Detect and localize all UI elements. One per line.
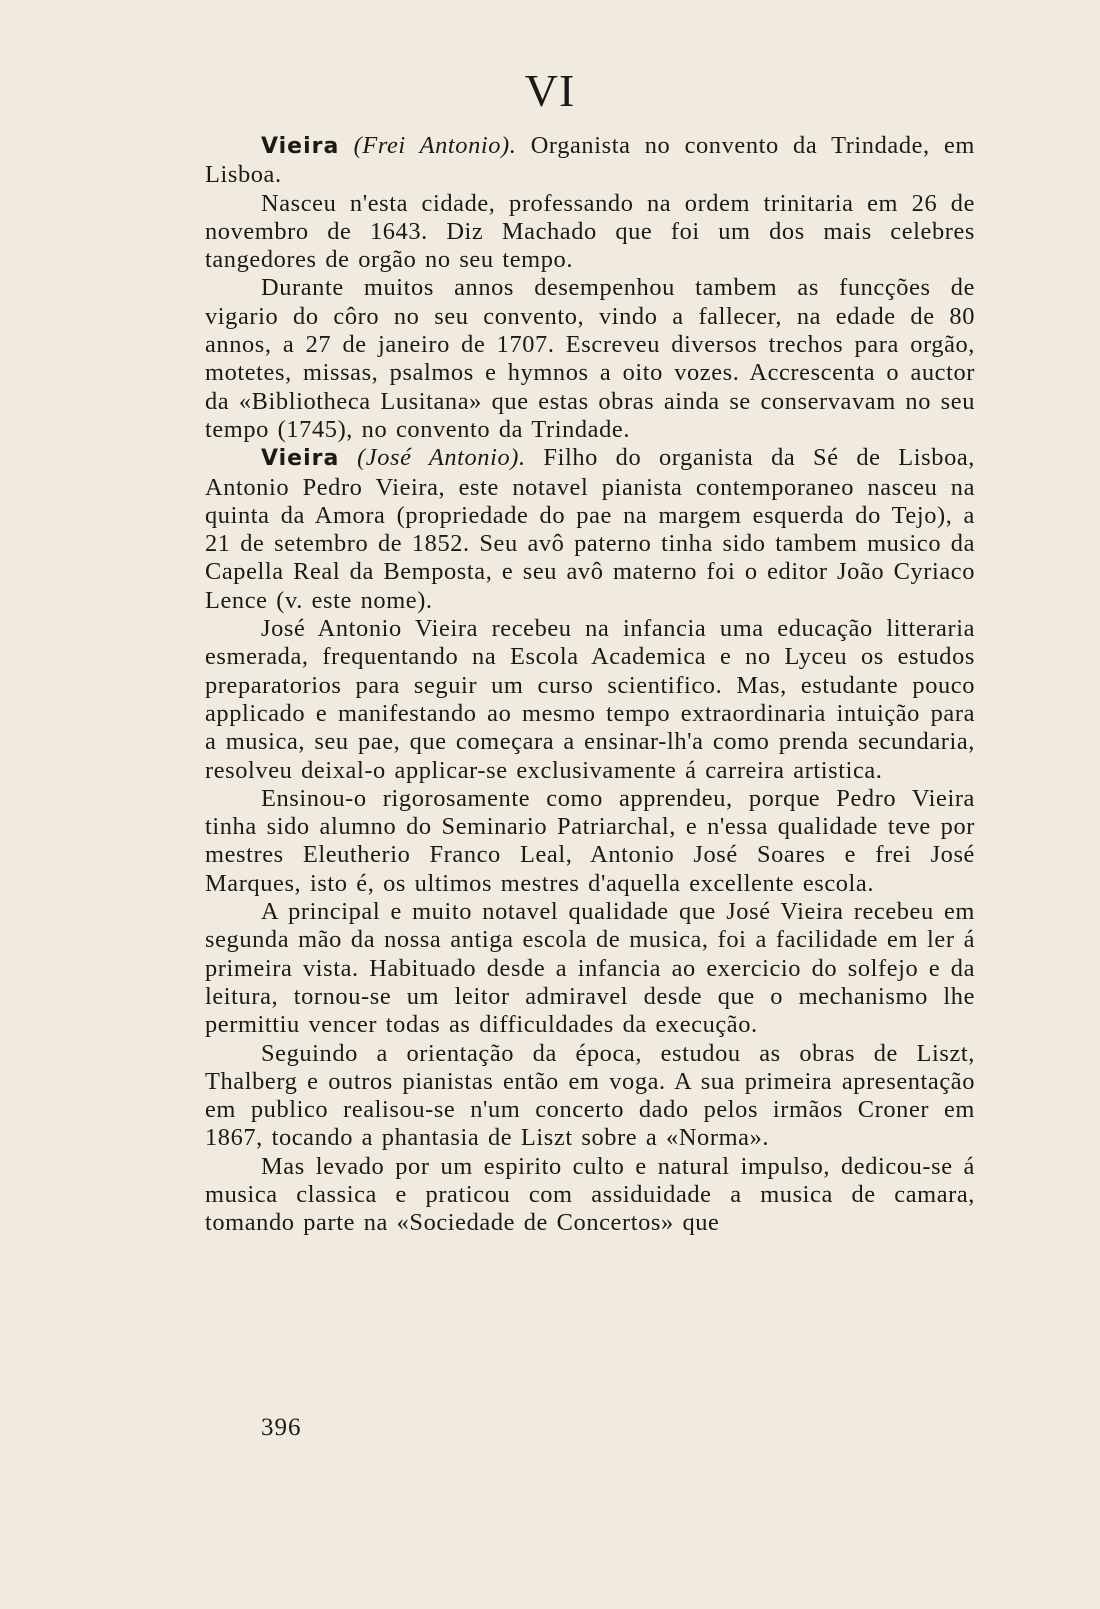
- paragraph: A principal e muito notavel qualidade que José Vieira recebeu em segunda mão da nossa antiga escola de musica, foi a facilidade em ler á primeira vista. Habituado desde a infancia ao exercicio do solfejo e da leitura, tornou-se um leitor admiravel desde que o mechanismo lhe permittiu vencer todas as difficuldades da execução.: [205, 898, 975, 1039]
- page-number: 396: [261, 1414, 302, 1441]
- paragraph: Nasceu n'esta cidade, professando na ordem trinitaria em 26 de novembro de 1643. Diz Machado que foi um dos mais celebres tangedores de orgão no seu tempo.: [205, 189, 975, 274]
- paragraph: Seguindo a orientação da época, estudou as obras de Liszt, Thalberg e outros pianistas então em voga. A sua primeira apresentação em publico realisou-se n'um concerto dado pelos irmãos Croner em 1867, tocando a phantasia de Liszt sobre a «Norma».: [205, 1039, 975, 1152]
- entry-vieira-jose-antonio: [205, 444, 975, 615]
- running-header: VI: [524, 65, 576, 116]
- paragraph: Durante muitos annos desempenhou tambem as funcções de vigario do côro no seu convento, vindo a fallecer, na edade de 80 annos, a 27 de janeiro de 1707. Escreveu diversos trechos para orgão, motetes, missas, psalmos e hymnos a oito vozes. Accrescenta o auctor da «Bibliotheca Lusitana» que estas obras ainda se conservavam no seu tempo (1745), no convento da Trindade.: [205, 274, 975, 443]
- paragraph: Mas levado por um espirito culto e natural impulso, dedicou-se á musica classica e praticou com assiduidade a musica de camara, tomando parte na «Sociedade de Concertos» que: [205, 1152, 975, 1237]
- headword: Vieira: [261, 446, 340, 472]
- entry-subtitle: (José Antonio).: [357, 444, 526, 472]
- body-text: [205, 132, 975, 1238]
- entry-vieira-frei-antonio: [205, 132, 975, 190]
- entry-lead-text: Organista no convento da Trindade, em Lisboa.: [205, 132, 975, 189]
- entry-lead-text: Filho do organista da Sé de Lisboa, Antonio Pedro Vieira, este notavel pianista contemporaneo nasceu na quinta da Amora (propriedade do pae na margem esquerda do Tejo), a 21 de setembro de 1852. Seu avô paterno tinha sido tambem musico da Capella Real da Bemposta, e seu avô materno foi o editor João Cyriaco Lence (v. este nome).: [205, 444, 975, 614]
- headword: Vieira: [261, 134, 340, 159]
- paragraph: José Antonio Vieira recebeu na infancia uma educação litteraria esmerada, frequentando na Escola Academica e no Lyceu os estudos preparatorios para seguir um curso scientifico. Mas, estudante pouco applicado e manifestando ao mesmo tempo extraordinaria intuição para a musica, seu pae, que começara a ensinar-lh'a como prenda secundaria, resolveu deixal-o applicar-se exclusivamente á carreira artistica.: [205, 615, 975, 784]
- entry-subtitle: (Frei Antonio).: [353, 132, 517, 159]
- paragraph: Ensinou-o rigorosamente como apprendeu, porque Pedro Vieira tinha sido alumno do Seminario Patriarchal, e n'essa qualidade teve por mestres Eleutherio Franco Leal, Antonio José Soares e frei José Marques, isto é, os ultimos mestres d'aquella excellente escola.: [205, 784, 975, 897]
